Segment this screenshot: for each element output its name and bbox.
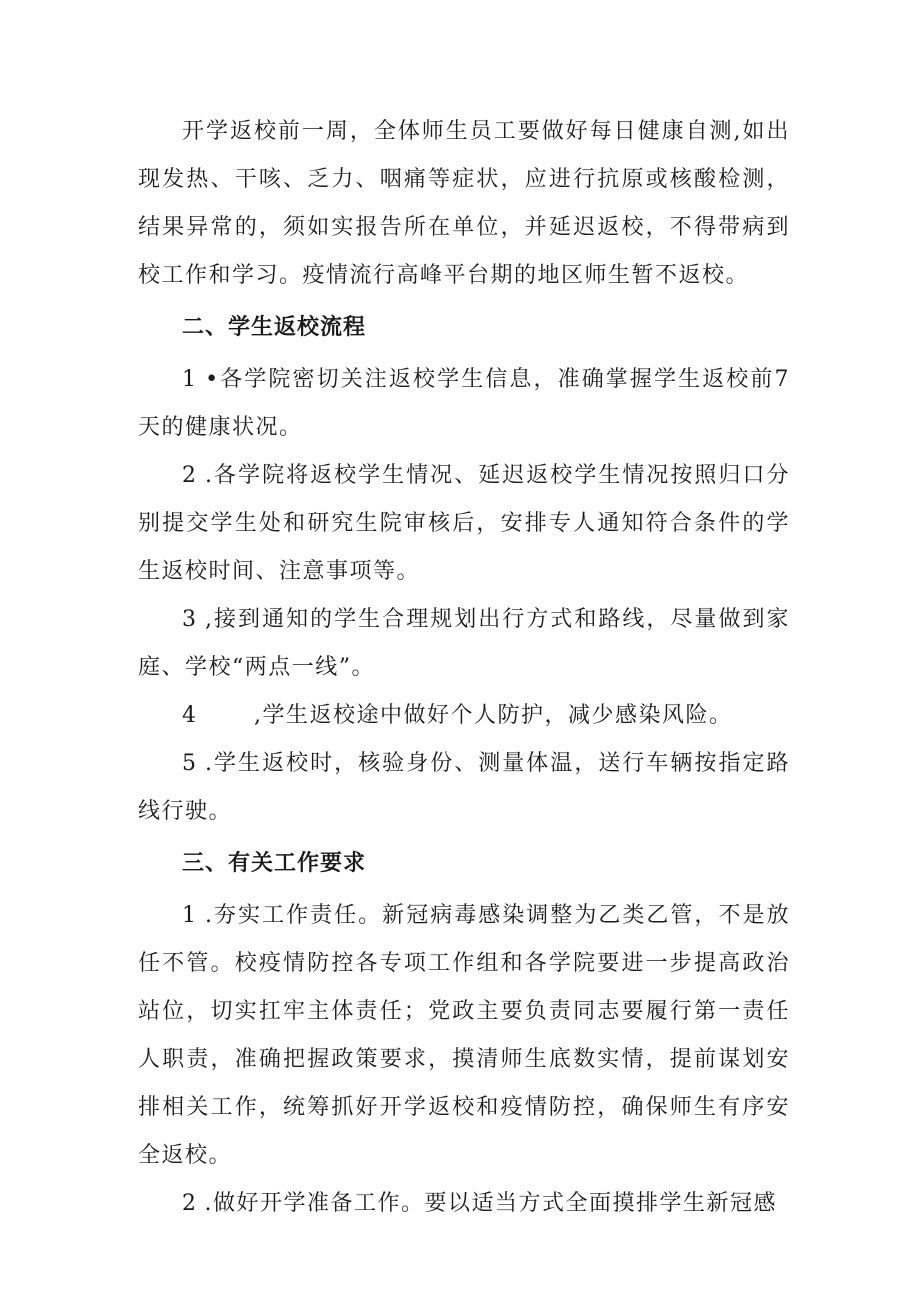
document-body	[138, 108, 790, 1228]
item-separator: .	[205, 903, 214, 928]
item-number: 1	[182, 367, 196, 392]
section-heading-work-requirements: 三、有关工作要求	[182, 851, 367, 876]
item-number: 5	[182, 751, 196, 776]
item-number: 3	[182, 607, 196, 632]
item-number: 2	[182, 1191, 196, 1216]
intro-paragraph: 开学返校前一周，全体师生员工要做好每日健康自测,如出现发热、干咳、乏力、咽痛等症状，应进行抗原或核酸检测，结果异常的，须如实报告所在单位，并延迟返校，不得带病到校工作和学习。疫情流行高峰平台期的地区师生暂不返校。	[138, 119, 790, 288]
item-text: 学生返校时，核验身份、测量体温，送行车辆按指定路线行驶。	[138, 751, 790, 824]
item-separator: ,	[205, 607, 214, 632]
section-heading-student-return: 二、学生返校流程	[182, 315, 367, 340]
list-item	[138, 452, 790, 596]
list-item	[138, 1180, 790, 1228]
item-text: 各学院密切关注返校学生信息，准确掌握学生返校前7天的健康状况。	[138, 367, 791, 440]
list-item	[138, 596, 790, 692]
item-separator: •	[205, 367, 220, 392]
item-number: 1	[182, 903, 196, 928]
list-item	[138, 692, 790, 740]
list-item	[138, 740, 790, 836]
item-separator: ,	[254, 703, 263, 728]
item-separator: .	[205, 751, 214, 776]
item-separator: .	[205, 463, 214, 488]
item-separator: .	[204, 1191, 213, 1216]
item-text: 学生返校途中做好个人防护，减少感染风险。	[262, 703, 733, 728]
item-text: 各学院将返校学生情况、延迟返校学生情况按照归口分别提交学生处和研究生院审核后，安排专人通知符合条件的学生返校时间、注意事项等。	[138, 463, 790, 584]
item-number: 4	[182, 703, 196, 728]
list-item	[138, 892, 790, 1180]
item-text: 做好开学准备工作。要以适当方式全面摸排学生新冠感	[213, 1191, 778, 1216]
item-number: 2	[182, 463, 196, 488]
item-text: 夯实工作责任。新冠病毒感染调整为乙类乙管，不是放任不管。校疫情防控各专项工作组和各学院要进一步提高政治站位，切实扛牢主体责任；党政主要负责同志要履行第一责任人职责，准确把握政策要求，摸清师生底数实情，提前谋划安排相关工作，统筹抓好开学返校和疫情防控，确保师生有序安全返校。	[138, 903, 790, 1168]
item-text: 接到通知的学生合理规划出行方式和路线，尽量做到家庭、学校“两点一线”。	[138, 607, 790, 680]
list-item	[138, 356, 790, 452]
